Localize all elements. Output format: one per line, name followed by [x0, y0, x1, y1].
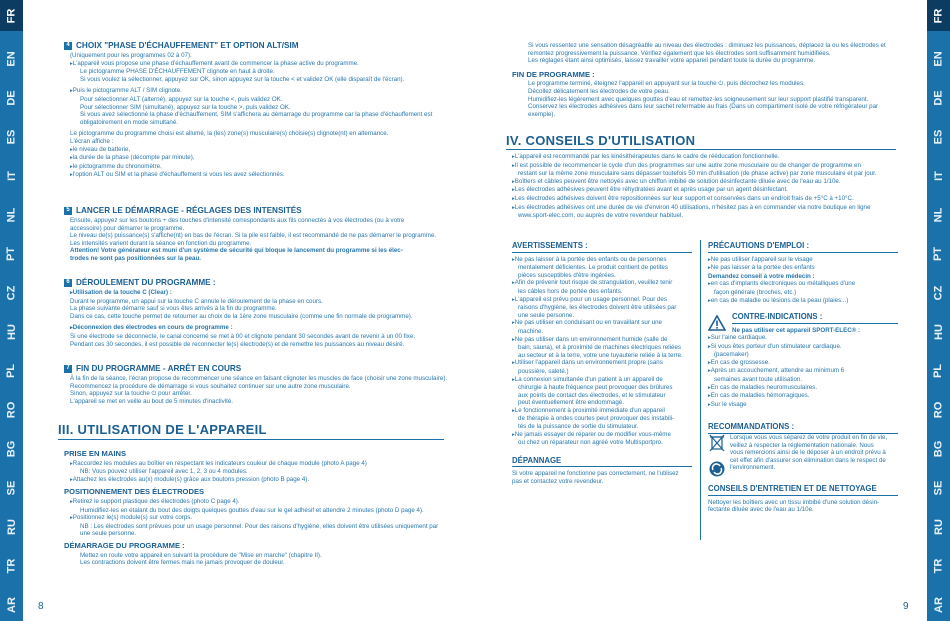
lang-tab-cz[interactable]: CZ	[5, 285, 18, 301]
lang-tab-en[interactable]: EN	[5, 51, 18, 67]
entretien: CONSEILS D'ENTRETIEN ET DE NETTOYAGE Nettoyer les boîtiers avec un tissu imbibé d'une solution désin- fectante diluée avec de l'eau au 1/10e.	[708, 485, 898, 514]
prise-en-mains-heading: PRISE EN MAINS	[64, 449, 127, 458]
lang-tab-ar[interactable]: AR	[5, 597, 18, 613]
lang-tab-it[interactable]: IT	[932, 171, 945, 181]
lang-tab-bg[interactable]: BG	[932, 440, 945, 458]
lang-tab-hu[interactable]: HU	[932, 324, 945, 340]
lang-tab-se[interactable]: SE	[932, 480, 945, 496]
section-4-rule	[506, 149, 896, 150]
fin-programme-heading: FIN DE PROGRAMME :	[512, 69, 595, 79]
section-4: 4 CHOIX "PHASE D'ÉCHAUFFEMENT" ET OPTION ALT/SIM (Uniquement pour les programmes 02 à 07). ▸ L'appareil vous propose une phase d'échauffement avant de commencer la phase active du programme. Le pictogramme PHASE D'ÉCHAUFFEMENT clignote en haut à droite. Si vous voulez la sélectionner, appuyez sur OK, sinon appuyez sur la touche < et validez OK (elle disparaît de l'écran). ▸ Puis le pictogramme ALT / SIM clignote. Pour sélectionner ALT (alterné), appuyez sur la touche <, puis validez OK. Pour sélectionner SIM (simultané), appuyez sur la touche >, puis validez OK. Si vous avez sélectionné la phase d'échauffement, SIM s'affichera au démarrage du programme car la phase d'échauffement est obligatoirement en mode simultané. Le pictogramme du programme choisi est allumé, la (les) zone(s) musculaire(s) choisie(s) clignote(nt) en alternance. L'écran affiche : ▸ le niveau de batterie, ▸ la durée de la phase (décompte par minute), ▸ le pictogramme du chronomètre, ▸ l'option ALT ou SIM et la phase d'échauffement si vous les avez sélectionnés.	[64, 42, 454, 180]
lang-tab-tr[interactable]: TR	[932, 558, 945, 574]
recommandations-text: Lorsque vous vous séparez de votre produit en fin de vie, veillez à respecter la réglementation nationale. Nous vous remercions ainsi de le déposer à un endroit prévu à cet effet afin d'assurer son élimination dans le respect de l'environnement.	[730, 434, 888, 472]
contre-indications-list: ▸ Sur l'aine cardiaque. ▸ Si vous êtes porteur d'un stimulateur cardiaque. (pacemaker) ▸ En cas de grossesse. ▸ Après un accouchement, attendre au minimum 6 semaines avant toute utilisation. ▸ En cas de maladies neuromusculaires. ▸ En cas de maladies hémorragiques. ▸ Sur le visage	[708, 334, 898, 409]
lang-tab-ru[interactable]: RU	[5, 519, 18, 535]
warn-item: ▸ Ne pas utiliser dans un environnement humide (salle de bain, sauna), et à proximité de machines électriques reliées au secteur et à la terre, votre une tuyauterie reliée à la terre.	[512, 336, 692, 360]
lang-tab-pt[interactable]: PT	[5, 246, 18, 262]
section-6-heading: 6 DÉROULEMENT DU PROGRAMME :	[64, 279, 454, 287]
lang-tab-hu[interactable]: HU	[5, 324, 18, 340]
conseils-list: ▸ L'appareil est recommandé par les kinésithérapeutes dans le cadre de rééducation fonctionnelle. ▸ Il est possible de recommencer le cycle d'un des programmes sur une autre zone musculaire ou de changer de programme en restant sur la même zone musculaire sans dépasser toutefois 50 min d'utilisation (de phase active) par zone musculaire et par jour. ▸ Boîtiers et câbles peuvent être nettoyés avec un chiffon imbibé de solution désinfectante diluée avec de l'eau au 1/10e. ▸ Les électrodes adhésives peuvent être réhydratées avant et après usage par un agent désinfectant. ▸ Les électrodes adhésives doivent être repositionnées sur leur support et conservées dans un endroit frais de +5°C à +10°C. ▸ Les électrodes adhésives ont une durée de vie d'environ 40 utilisations, n'hésitez pas à en commander via notre boutique en ligne www.sport-elec.com, ou auprès de votre revendeur habituel.	[512, 153, 897, 220]
language-sidebar-left	[0, 0, 23, 621]
demarrage-heading: DÉMARRAGE DU PROGRAMME :	[64, 540, 185, 550]
language-sidebar-right	[927, 0, 950, 621]
lang-tab-ro[interactable]: RO	[5, 401, 18, 419]
warn-item: ▸ Utiliser l'appareil dans un environnement propre (sans poussière, saleté.)	[512, 359, 692, 375]
contre-indications: CONTRE-INDICATIONS : Ne pas utiliser cet appareil SPORT-ELEC® :	[732, 313, 898, 334]
recommandations-heading: RECOMMANDATIONS :	[708, 423, 898, 434]
section-7-heading: 7 FIN DU PROGRAMME - ARRÊT EN COURS	[64, 365, 454, 373]
page-number-left: 8	[38, 601, 44, 612]
section-5-heading: 5 LANCER LE DÉMARRAGE - RÉGLAGES DES INTENSITÉS	[64, 207, 454, 215]
lang-tab-it[interactable]: IT	[5, 171, 18, 181]
section-6: 6 DÉROULEMENT DU PROGRAMME : ▸ Utilisation de la touche C (Clear) : Durant le programme, un appui sur la touche C annule le déroulement de la phase en cours. La phase suivante démarre sauf si vous êtes arrivés à la fin du programme. Dans ce cas, cette touche permet de retourner au choix de la 1ère zone musculaire (comme une fin normale de programme). ▸ Déconnexion des électrodes en cours de programme : Si une électrode se déconnecte, le canal concerné se met à 00 et clignote pendant 30 secondes avant de revenir à un 00 fixe. Pendant ces 30 secondes, il est possible de reconnecter le(s) électrode(s) et de remettre les puissances au niveau désiré.	[64, 279, 454, 348]
lang-tab-pt[interactable]: PT	[932, 246, 945, 262]
recycle-icon	[709, 461, 725, 477]
lang-tab-nl[interactable]: NL	[932, 207, 945, 223]
lang-tab-es[interactable]: ES	[932, 129, 945, 145]
section-3-body: PRISE EN MAINS ▸ Raccordez les modules au boîtier en respectant les indicateurs couleur de chaque module (photo A page 4) NB: Vous pouvez utiliser l'appareil avec 1, 2, 3 ou 4 modules. ▸ Attachez les électrodes au(x) module(s) grâce aux boutons pression (photo B page 4). POSITIONNEMENT DES ÉLECTRODES ▸ Retirez le support plastique des électrodes (photo C page 4). Humidifiez-les en étalant du bout des doigts quelques gouttes d'eau sur le gel adhésif et attendre 2 minutes (photo D page 4). ▸ Positionnez le(s) module(s) sur votre corps. NB : Les électrodes sont prévues pour un usage personnel. Pour des raisons d'hygiène, elles doivent être utilisées uniquement par une seule personne. DÉMARRAGE DU PROGRAMME : Mettez en route votre appareil en suivant la procédure de "Mise en marche" (chapitre II). Les contractions doivent être fermes mais ne jamais provoquer de douleur.	[64, 446, 454, 567]
lang-tab-cz[interactable]: CZ	[932, 285, 945, 301]
warning-triangle-icon	[708, 315, 726, 331]
page-number-right: 9	[903, 601, 909, 612]
warn-item: ▸ Ne jamais essayer de réparer ou de modifier vous-même ou chez un réparateur non agréé votre Multisportpro.	[512, 431, 692, 447]
column-divider	[700, 240, 701, 540]
depannage-heading: DÉPANNAGE	[512, 457, 692, 468]
section-3-rule	[58, 439, 444, 440]
lang-tab-bg[interactable]: BG	[5, 440, 18, 458]
lang-tab-nl[interactable]: NL	[5, 207, 18, 223]
warn-item: ▸ La connexion simultanée d'un patient à un appareil de chirurgie à haute fréquence peut provoquer des brûlures aux points de contact des électrodes, et le stimulateur peut éventuellement être endommagé.	[512, 376, 692, 407]
lang-tab-fr[interactable]: FR	[0, 0, 23, 31]
warn-item: ▸ Ne pas utiliser en conduisant ou en travaillant sur une machine.	[512, 319, 692, 335]
positionnement-heading: POSITIONNEMENT DES ÉLECTRODES	[64, 487, 205, 497]
lang-tab-de[interactable]: DE	[5, 90, 18, 106]
contre-indications-heading: CONTRE-INDICATIONS :	[732, 313, 898, 324]
lang-tab-tr[interactable]: TR	[5, 558, 18, 574]
avertissements-list	[512, 256, 692, 447]
lang-tab-se[interactable]: SE	[5, 480, 18, 496]
section-7: 7 FIN DU PROGRAMME - ARRÊT EN COURS À la fin de la séance, l'écran propose de recommencer une séance en faisant clignoter les muscles de face (choisir une zone musculaire). Recommencez la procédure de démarrage si vous souhaitez continuer sur une autre zone musculaire. Sinon, appuyez sur la touche ⏻ pour arrêter. L'appareil se met en veille au bout de 5 minutes d'inactivité.	[64, 365, 454, 405]
lang-tab-pl[interactable]: PL	[932, 363, 945, 379]
section-4-heading: 4 CHOIX "PHASE D'ÉCHAUFFEMENT" ET OPTION ALT/SIM	[64, 42, 454, 50]
lang-tab-en[interactable]: EN	[932, 51, 945, 67]
warn-item: ▸ Le fonctionnement à proximité immédiate d'un appareil de thérapie à ondes courtes peut provoquer des instabili- tés de la puissance de sortie du stimulateur.	[512, 407, 692, 431]
lang-tab-ru[interactable]: RU	[932, 519, 945, 535]
warn-item: ▸ L'appareil est prévu pour un usage personnel. Pour des raisons d'hygiène, les électrodes doivent être utilisées par une seule personne.	[512, 296, 692, 320]
section-4-title: IV. CONSEILS D'UTILISATION	[506, 133, 696, 148]
right-intro: Si vous ressentez une sensation désagréable au niveau des électrodes : diminuez les puissances, déplacez la ou les électrodes et remontez progressivement la puissance. Vérifiez également que les électrodes sont suffisamment humidifiées. Les réglages étant ainsi optimisés, laissez travailler votre appareil pendant toute la durée du programme. FIN DE PROGRAMME : Le programme terminé, éteignez l'appareil en appuyant sur la touche ⏻, puis décrochez les modules. Décollez délicatement les électrodes de votre peau. Humidifiez-les légèrement avec quelques gouttes d'eau et remettez-les soigneusement sur leur support plastifié transparent. Conservez les électrodes adhésives dans leur sachet refermable au frais (Dans un compartiment isolé de votre réfrigérateur par exemple).	[512, 42, 897, 118]
lang-tab-pl[interactable]: PL	[5, 363, 18, 379]
lang-tab-ro[interactable]: RO	[932, 401, 945, 419]
lang-tab-es[interactable]: ES	[5, 129, 18, 145]
warn-item: ▸ Afin de prévenir tout risque de strangulation, veuillez tenir les câbles hors de portée des enfants.	[512, 279, 692, 295]
lang-tab-fr[interactable]: FR	[927, 0, 950, 31]
entretien-heading: CONSEILS D'ENTRETIEN ET DE NETTOYAGE	[708, 485, 898, 496]
warn-item: ▸ Ne pas laisser à la portée des enfants ou de personnes mentalement déficientes. Le produit contient de petites pièces susceptibles d'être ingérées.	[512, 256, 692, 280]
lang-tab-de[interactable]: DE	[932, 90, 945, 106]
precautions-heading: PRÉCAUTIONS D'EMPLOI :	[708, 242, 898, 253]
crossed-bin-icon	[709, 434, 725, 452]
lang-tab-ar[interactable]: AR	[932, 597, 945, 613]
section-5: 5 LANCER LE DÉMARRAGE - RÉGLAGES DES INTENSITÉS Ensuite, appuyez sur les boutons + des touches d'intensité correspondants aux fils connectés à vos électrodes (ou à votre accessoire) pour démarrer le programme. Le niveau de(s) puissance(s) s'affiche(nt) en bas de l'écran. Si la pile est faible, il est recommandé de ne pas démarrer le programme. Les intensités varient durant la séance en fonction du programme. Attention! Votre générateur est muni d'un système de sécurité qui bloque le lancement du programme si les élec- trodes ne sont pas positionnées sur la peau.	[64, 207, 454, 263]
avertissements-heading: AVERTISSEMENTS :	[512, 242, 692, 253]
avertissements: AVERTISSEMENTS : ▸ Ne pas laisser à la portée des enfants ou de personnes mentalement déficientes. Le produit contient de petites pièces susceptibles d'être ingérées. ▸ Afin de prévenir tout risque de strangulation, veuillez tenir les câbles hors de portée des enfants. ▸ L'appareil est prévu pour un usage personnel. Pour des raisons d'hygiène, les électrodes doivent être utilisées par une seule personne. ▸ Ne pas utiliser en conduisant ou en travaillant sur une machine. ▸ Ne pas utiliser dans un environnement humide (salle de bain, sauna), et à proximité de machines électriques reliées au secteur et à la terre, votre une tuyauterie reliée à la terre. ▸ Utiliser l'appareil dans un environnement propre (sans poussière, saleté.) ▸ La connexion simultanée d'un patient à un appareil de chirurgie à haute fréquence peut provoquer des brûlures aux points de contact des électrodes, et le stimulateur peut éventuellement être endommagé. ▸ Le fonctionnement à proximité immédiate d'un appareil de thérapie à ondes courtes peut provoquer des instabili- tés de la puissance de sortie du stimulateur. ▸ Ne jamais essayer de réparer ou de modifier vous-même ou chez un réparateur non agréé votre Multisportpro. DÉPANNAGE Si votre appareil ne fonctionne pas correctement, ne l'utilisez pas et contactez votre revendeur.	[512, 242, 692, 486]
precautions: PRÉCAUTIONS D'EMPLOI : ▸ Ne pas utiliser l'appareil sur le visage ▸ Ne pas laisser à la portée des enfants Demandez conseil à votre médecin : ▸ en cas d'implants électroniques ou métalliques d'une façon générale (broches, etc.) ▸ en cas de maladie ou lésions de la peau (plaies...)	[708, 242, 898, 305]
section-3-title: III. UTILISATION DE L'APPAREIL	[58, 422, 267, 437]
